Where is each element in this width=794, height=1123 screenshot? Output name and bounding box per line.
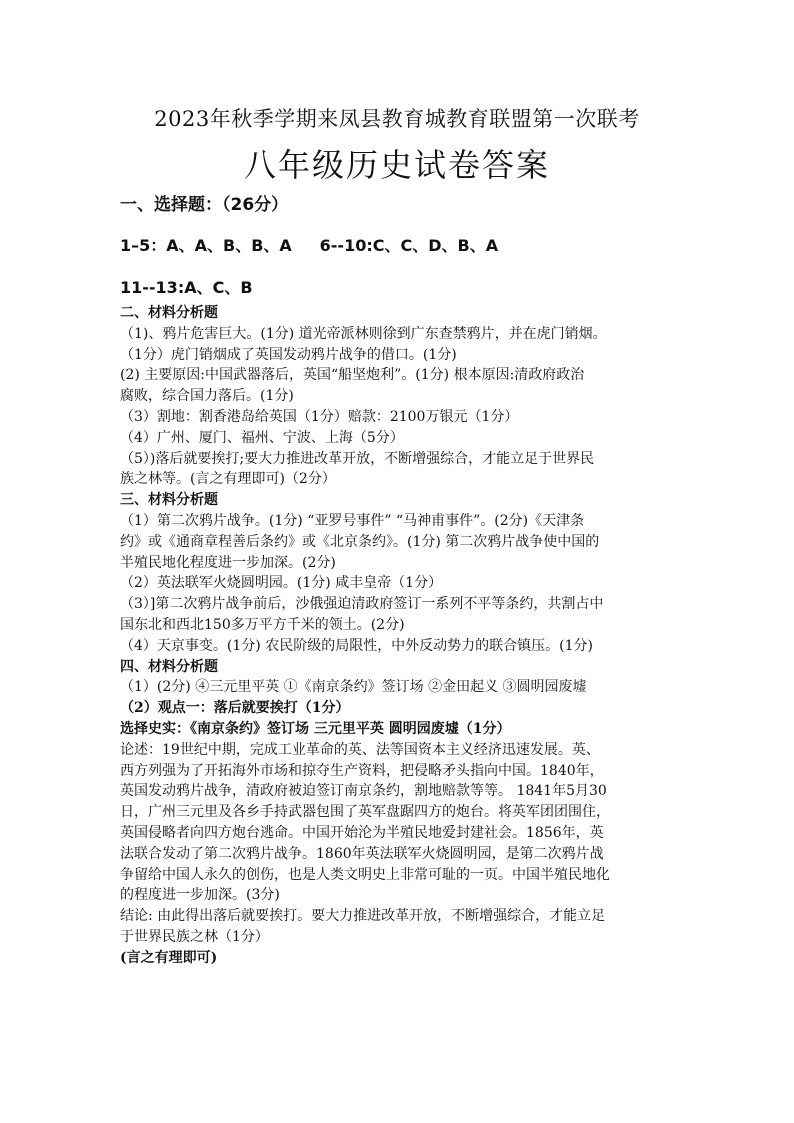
- answer-line: （1）第二次鸦片战争。(1分) “亚罗号事件” “马神甫事件”。(2分)《天津条: [120, 512, 585, 529]
- answer-line: 结论: 由此得出落后就要挨打。要大力推进改革开放，不断增强综合，才能立足: [120, 908, 606, 925]
- paper-title: 八年级历史试卷答案: [243, 146, 550, 184]
- answer-line: （2）英法联军火烧圆明园。(1分) 咸丰皇帝（1分）: [120, 575, 443, 592]
- answer-line: （1)、鸦片危害巨大。(1分) 道光帝派林则徐到广东查禁鸦片，并在虎门销烟。: [120, 325, 607, 342]
- answer-line: 腐败，综合国力落后。(1分): [120, 388, 294, 405]
- answer-line: 西方列强为了开拓海外市场和掠夺生产资料，把侵略矛头指向中国。1840年，: [120, 762, 604, 779]
- answer-line: 三、材料分析题: [120, 492, 218, 509]
- choice-answers-line-1: 1–5：A、A、B、B、A 6--10:C、C、D、B、A: [120, 236, 499, 255]
- answer-line: 族之林等。(言之有理即可)（2分）: [120, 471, 336, 488]
- answer-line: 于世界民族之林（1分）: [120, 928, 269, 945]
- answer-line: 半殖民地化程度进一步加深。(2分): [120, 554, 336, 571]
- answer-line: （4）广州、厦门、福州、宁波、上海（5分）: [120, 429, 404, 446]
- exam-title: 2023年秋季学期来凤县教育城教育联盟第一次联考: [154, 107, 640, 131]
- answer-line: 选择史实：《南京条约》签订场 三元里平英 圆明园废墟（1分）: [120, 720, 511, 737]
- choice-answers-line-2: 11--13:A、C、B: [120, 278, 253, 297]
- answer-line: （5）)落后就要挨打;要大力推进改革开放，不断增强综合，才能立足于世界民: [120, 450, 595, 467]
- answer-line: （3）割地：割香港岛给英国（1分）赔款：2100万银元（1分）: [120, 408, 519, 425]
- answer-line: 英国发动鸦片战争，清政府被迫签订南京条约，割地赔款等等。 1841年5月30: [120, 783, 607, 800]
- answer-line: 约》或《通商章程善后条约》或《北京条约》。(1分) 第二次鸦片战争使中国的: [120, 533, 600, 550]
- answer-line: （3）]第二次鸦片战争前后，沙俄强迫清政府签订一系列不平等条约，共割占中: [120, 596, 604, 613]
- answer-body: [120, 303, 680, 969]
- answer-line: 四、材料分析题: [120, 658, 218, 675]
- answer-line: 法联合发动了第二次鸦片战争。1860年英法联军火烧圆明园，是第二次鸦片战: [120, 845, 604, 862]
- answer-line: 的程度进一步加深。(3分): [120, 887, 280, 904]
- answer-line: (言之有理即可): [120, 949, 218, 966]
- answer-line: （1分）虎门销烟成了英国发动鸦片战争的借口。(1分): [120, 346, 457, 363]
- answer-line: （1）(2分) ④三元里平英 ①《南京条约》签订场 ②金田起义 ③圆明园废墟: [120, 679, 587, 696]
- answer-line: (2) 主要原因:中国武器落后，英国“船坚炮利”。(1分) 根本原因:清政府政治: [120, 367, 585, 384]
- answer-line: 争留给中国人永久的创伤，也是人类文明史上非常可耻的一页。中国半殖民地化: [120, 866, 610, 883]
- answer-line: 国东北和西北150多万平方千米的领土。(2分): [120, 616, 405, 633]
- answer-line: （2）观点一：落后就要挨打（1分）: [120, 700, 350, 717]
- answer-line: （4）天京事变。(1分) 农民阶级的局限性，中外反动势力的联合镇压。(1分): [120, 637, 594, 654]
- answer-line: 论述：19世纪中期，完成工业革命的英、法等国资本主义经济迅速发展。英、: [120, 741, 600, 758]
- section-one-heading: 一、选择题：（26分）: [120, 195, 289, 215]
- answer-line: 日，广州三元里及各乡手持武器包围了英军盘踞四方的炮台。将英军团团围住，: [120, 804, 610, 821]
- answer-line: 英国侵略者向四方炮台逃命。中国开始沦为半殖民地爱封建社会。1856年，英: [120, 824, 604, 841]
- answer-line: 二、材料分析题: [120, 305, 218, 321]
